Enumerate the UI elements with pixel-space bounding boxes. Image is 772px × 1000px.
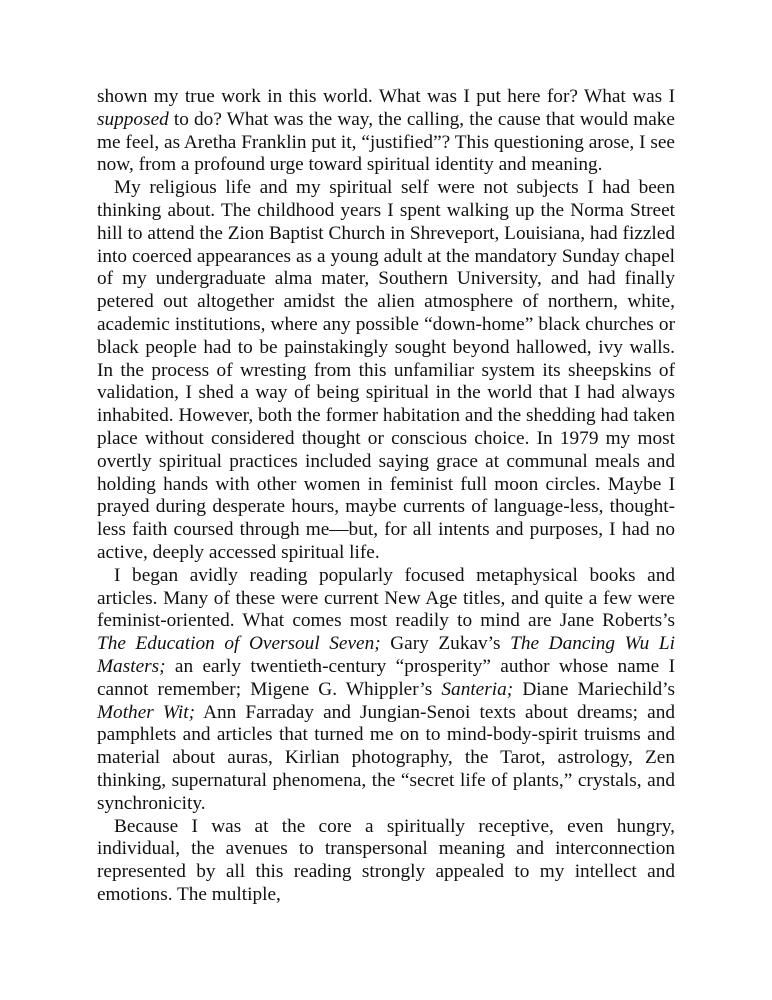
book-title: Mother Wit;: [97, 701, 196, 723]
paragraph-3-text: Gary Zukav’s: [380, 633, 511, 655]
paragraph-1: [97, 86, 675, 177]
paragraph-2: [97, 177, 675, 565]
paragraph-3-text: Diane Mariechild’s: [513, 678, 675, 700]
paragraph-3-text: I began avidly reading popularly focused metaphysical books and articles. Many of these were current New Age titles, and quite a few were feminist-oriented. What comes most readily to mind are Jane Roberts’s: [97, 564, 675, 632]
paragraph-1-emphasis: supposed: [97, 108, 169, 130]
paragraph-4-text: Because I was at the core a spiritually receptive, even hungry, individual, the avenues to transpersonal meaning and interconnection represented by all this reading strongly appealed to my intellect and emotions. The multiple,: [97, 815, 675, 905]
page-body: [97, 86, 675, 907]
paragraph-3-text: Ann Farraday and Jungian-Senoi texts about dreams; and pamphlets and articles that turned me on to mind-body-spirit truisms and material about auras, Kirlian photography, the Tarot, astrology, Zen thinking, supernatural phenomena, the “secret life of plants,” crystals, and synchronicity.: [97, 701, 676, 814]
paragraph-4: [97, 816, 675, 907]
paragraph-3-text: an early twentieth-century “prosperity” author whose name I cannot remember; Migene G. Whippler’s: [97, 655, 675, 700]
paragraph-1-text: shown my true work in this world. What was I put here for? What was I: [97, 86, 675, 107]
paragraph-1-text: to do? What was the way, the calling, the cause that would make me feel, as Aretha Franklin put it, “justified”? This questioning arose, I see now, from a profound urge toward spiritual identity and meaning.: [97, 108, 675, 176]
book-title: Santeria;: [441, 678, 514, 700]
book-title: The Dancing Wu Li Masters;: [97, 633, 675, 677]
book-title: The Education of Oversoul Seven;: [97, 633, 381, 655]
paragraph-3: [97, 565, 675, 816]
paragraph-2-text: My religious life and my spiritual self were not subjects I had been thinking about. The childhood years I spent walking up the Norma Street hill to attend the Zion Baptist Church in Shreveport, Louisiana, had fizzled into coerced appearances as a young adult at the mandatory Sunday chapel of my undergraduate alma mater, Southern University, and had finally petered out altogether amidst the alien atmosphere of northern, white, academic institutions, where any possible “down-home” black churches or black people had to be painstakingly sought beyond hallowed, ivy walls. In the process of wresting from this unfamiliar system its sheepskins of validation, I shed a way of being spiritual in the world that I had always inhabited. However, both the former habitation and the shedding had taken place without considered thought or conscious choice. In 1979 my most overtly spiritual practices included saying grace at communal meals and holding hands with other women in feminist full moon circles. Maybe I prayed during desperate hours, maybe currents of language-less, thought-less faith coursed through me—but, for all intents and purposes, I had no active, deeply accessed spiritual life.: [97, 177, 675, 563]
